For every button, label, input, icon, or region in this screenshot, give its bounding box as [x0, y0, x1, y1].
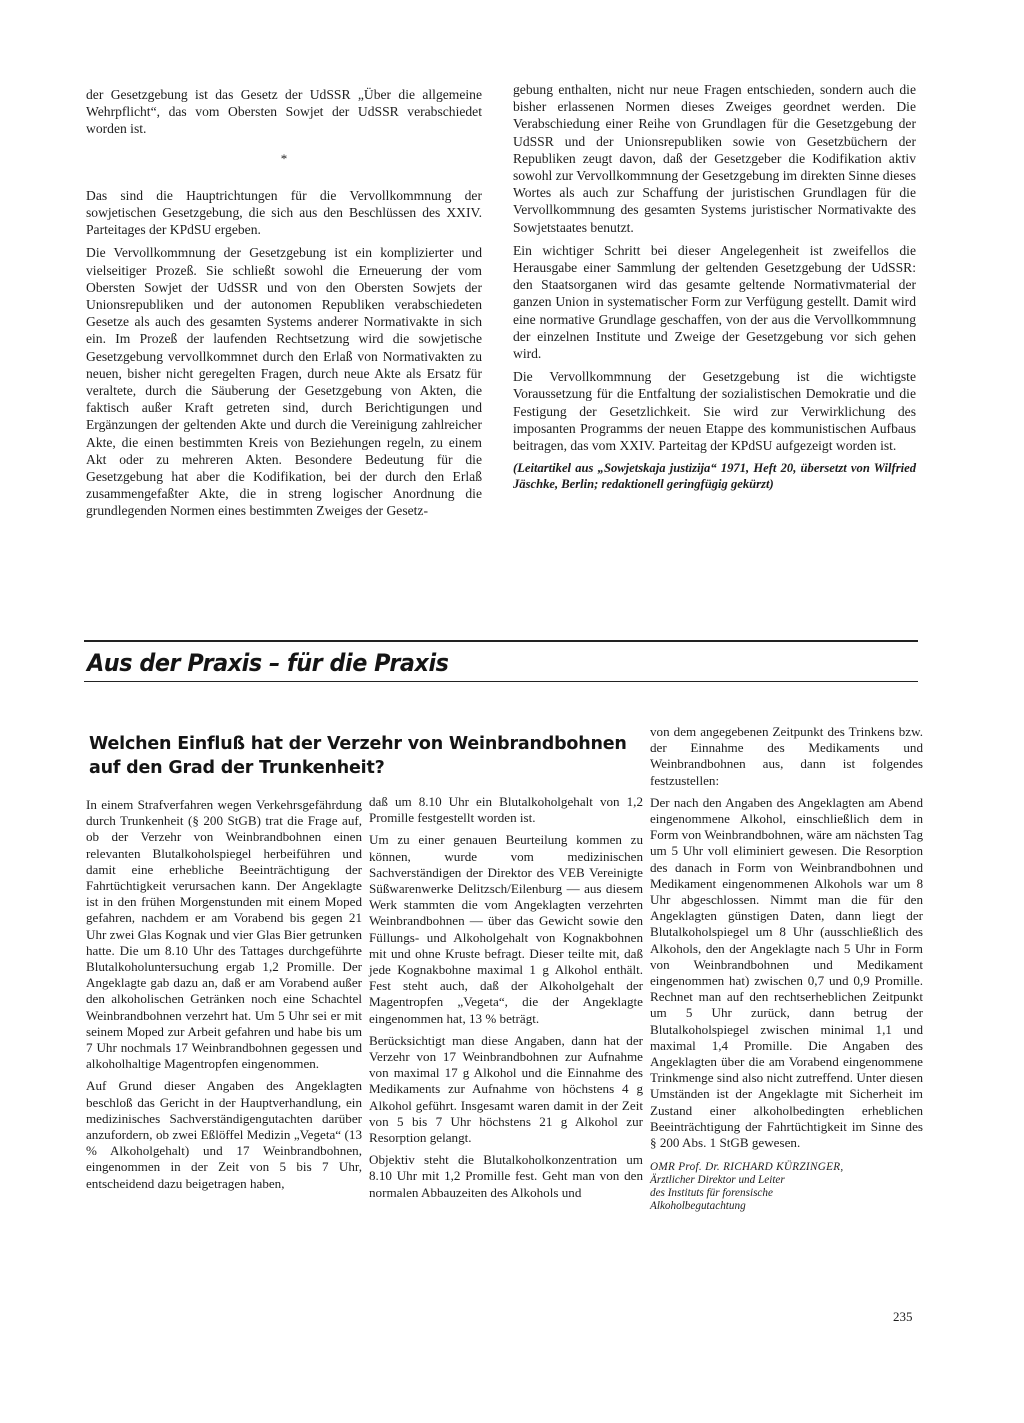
paragraph: In einem Strafverfahren wegen Verkehrsgefährdung durch Trunkenheit (§ 200 StGB) trat die Frage auf, ob der Verzehr von Weinbrandbohnen einen relevanten Blutalkoholspiegel herbeiführen und damit eine erhebliche Beeinträchtigung der Fahrtüchtigkeit verursachen kann. Der Angeklagte ist in den frühen Morgenstunden mit einem Moped gefahren, nachdem er am Vorabend bis gegen 21 Uhr zwei Glas Kognak und vier Glas Bier getrunken hatte. Die um 8.10 Uhr des Tattages durchgeführte Blutalkoholuntersuchung ergab 1,2 Promille. Der Angeklagte gab dazu an, daß er am Vorabend außer den alkoholischen Getränken noch eine Schachtel Weinbrandbohnen verzehrt hat. Um 5 Uhr sei er mit seinem Moped zur Arbeit gefahren und habe bis um 7 Uhr nochmals 17 Weinbrandbohnen gegessen und alkoholhaltige Magentropfen eingenommen.	[86, 797, 362, 1072]
section-separator-asterisk: *	[280, 150, 288, 166]
top-left-column	[86, 86, 482, 526]
author-name: OMR Prof. Dr. RICHARD KÜRZINGER,	[650, 1161, 844, 1174]
paragraph: Objektiv steht die Blutalkoholkonzentration um 8.10 Uhr mit 1,2 Promille fest. Geht man von den normalen Abbauzeiten des Alkohols und	[369, 1152, 643, 1200]
paragraph: daß um 8.10 Uhr ein Blutalkoholgehalt von 1,2 Promille festgestellt worden ist.	[369, 794, 643, 826]
article-title-line: Welchen Einfluß hat der Verzehr von Weinbrandbohnen	[89, 734, 627, 754]
page-number: 235	[893, 1309, 913, 1324]
source-note: (Leitartikel aus „Sowjetskaja justizija“ 1971, Heft 20, übersetzt von Wilfried Jäschke, Berlin; redaktionell geringfügig gekürzt)	[513, 461, 916, 492]
author-role: des Instituts für forensische	[650, 1186, 773, 1199]
article-left-column	[86, 797, 362, 1198]
paragraph: Die Vervollkommnung der Gesetzgebung ist die wichtigste Voraussetzung für die Entfaltung der sozialistischen Demokratie und die Festigung der Gesetzlichkeit. Sie wird zur Verwirklichung des imposanten Programms der neuen Etappe des kommunistischen Aufbaus beitragen, das vom XXIV. Parteitag der KPdSU aufgezeigt worden ist.	[513, 369, 916, 454]
article-middle-column	[369, 794, 643, 1207]
paragraph: Berücksichtigt man diese Angaben, dann hat der Verzehr von 17 Weinbrandbohnen zur Aufnahme von maximal 17 g Alkohol und die Einnahme des Medikaments zur Aufnahme von höchstens 4 g Alkohol geführt. Insgesamt waren damit in der Zeit von 5 bis 7 Uhr höchstens 21 g Alkohol zur Resorption gelangt.	[369, 1032, 643, 1146]
article-right-column	[650, 724, 923, 1212]
top-right-column	[513, 81, 916, 499]
article-title-line: auf den Grad der Trunkenheit?	[89, 758, 385, 778]
paragraph: Die Vervollkommnung der Gesetzgebung ist ein komplizierter und vielseitiger Prozeß. Sie schließt sowohl die Erneuerung der vom Obersten Sowjet der UdSSR und von den Obersten Sowjets der Unionsrepubliken und der autonomen Republiken verabschiedeten Gesetze als auch des gesamten Systems anderer Normativakte in sich ein. Im Prozeß der laufenden Rechtsetzung wird die sowjetische Gesetzgebung vervollkommnet durch den Erlaß von Normativakten zu neuen, bisher nicht geregelten Fragen, durch neue Akte als Ersatz für veraltete, durch die Säuberung der Gesetzgebung von Akten, die faktisch außer Kraft getreten sind, durch Berichtigungen und Ergänzungen der geltenden Akte und durch die Vereinigung zahlreicher Akte, die einen bestimmten Kreis von Beziehungen regeln, zu einem Akt oder zu mehreren Akten. Besondere Bedeutung für die Gesetzgebung hat aber die Kodifikation, bei der durch den Erlaß zusammengefaßter Akte, die in streng logischer Anordnung die grundlegenden Normen eines bestimmten Zweiges der Gesetz-	[86, 245, 482, 519]
author-role: Ärztlicher Direktor und Leiter	[650, 1174, 785, 1187]
section-rule-top	[84, 640, 918, 642]
article-title	[89, 732, 627, 780]
paragraph: Um zu einer genauen Beurteilung kommen zu können, wurde vom medizinischen Sachverständigen der Direktor des VEB Vereinigte Süßwarenwerke Delitzsch/Eilenburg — aus diesem Werk stammten die vom Angeklagten verzehrten Weinbrandbohnen — über das Gewicht sowie den Füllungs- und Alkoholgehalt von Kognakbohnen mit und ohne Kruste befragt. Dieser teilte mit, daß jede Kognakbohne maximal 1 g Alkohol enthält. Fest steht auch, daß der Alkoholgehalt der Magentropfen „Vegeta“, die der Angeklagte eingenommen hat, 13 % beträgt.	[369, 832, 643, 1026]
paragraph: Auf Grund dieser Angaben des Angeklagten beschloß das Gericht in der Hauptverhandlung, ein medizinisches Sachverständigengutachten darüber anzufordern, ob zwei Eßlöffel Medizin „Vegeta“ (13 % Alkoholgehalt) und 17 Weinbrandbohnen, eingenommen in der Zeit von 5 bis 7 Uhr, entscheidend dazu beigetragen haben,	[86, 1078, 362, 1191]
paragraph: von dem angegebenen Zeitpunkt des Trinkens bzw. der Einnahme des Medikaments und Weinbrandbohnen aus, dann ist folgendes festzustellen:	[650, 724, 923, 788]
section-title: Aus der Praxis – für die Praxis	[87, 649, 449, 677]
author-block	[650, 1161, 923, 1212]
paragraph: Der nach den Angaben des Angeklagten am Abend eingenommene Alkohol, einschließlich dem in Form von Weinbrandbohnen, wäre am nächsten Tag um 5 Uhr voll eliminiert gewesen. Die Resorption des danach in Form von Weinbrandbohnen und Medikament eingenommenen Alkohols war um 8 Uhr abgeschlossen. Nimmt man die für den Angeklagten günstigen Daten, dann liegt der Blutalkoholspiegel um 8 Uhr (ausschließlich des Alkohols, den der Angeklagte nach 5 Uhr in Form von Weinbrandbohnen und Medikament eingenommen hat) zwischen 0,7 und 0,9 Promille. Rechnet man auf den rechtserheblichen Zeitpunkt um 5 Uhr zurück, dann betrug der Blutalkoholspiegel zwischen minimal 1,1 und maximal 1,4 Promille. Die Angaben des Angeklagten über die am Vorabend eingenommene Trinkmenge sind also nicht zutreffend. Unter diesen Umständen ist der Angeklagte mit Sicherheit im Zustand einer alkoholbedingten erheblichen Beeinträchtigung der Fahrtüchtigkeit im Sinne des § 200 Abs. 1 StGB gewesen.	[650, 794, 923, 1151]
paragraph: der Gesetzgebung ist das Gesetz der UdSSR „Über die allgemeine Wehrpflicht“, das vom Obersten Sowjet der UdSSR verabschiedet worden ist.	[86, 87, 482, 137]
author-role: Alkoholbegutachtung	[650, 1199, 746, 1212]
paragraph: Das sind die Hauptrichtungen für die Vervollkommnung der sowjetischen Gesetzgebung, die sich aus den Beschlüssen des XXIV. Parteitages der KPdSU ergeben.	[86, 187, 482, 238]
section-rule-bottom	[84, 681, 918, 682]
paragraph: gebung enthalten, nicht nur neue Fragen entschieden, sondern auch die bisher erlassenen Normen dieses Zweiges geordnet werden. Die Verabschiedung einer Reihe von Grundlagen für die Gesetzgebung der UdSSR und der Unionsrepubliken sowie von Gesetzbüchern der Republiken zeugt davon, daß der Gesetzgeber die Kodifikation aktiv sowohl zur Vervollkommnung der Gesetzgebung im direkten Sinne dieses Wortes als auch zur Schaffung der juristischen Grundlagen für die Vervollkommnung des gesamten Systems juristischer Normativakte des Sowjetstaates benutzt.	[513, 82, 916, 235]
paragraph: Ein wichtiger Schritt bei dieser Angelegenheit ist zweifellos die Herausgabe einer Sammlung der geltenden Gesetzgebung der UdSSR: den Staatsorganen wird das gesamte geltende Normativmaterial der ganzen Union in systematischer Form zur Verfügung gestellt. Damit wird eine normative Grundlage geschaffen, von der aus die Vervollkommnung der einzelnen Institute und Zweige der Gesetzgebung vor sich gehen wird.	[513, 242, 916, 362]
